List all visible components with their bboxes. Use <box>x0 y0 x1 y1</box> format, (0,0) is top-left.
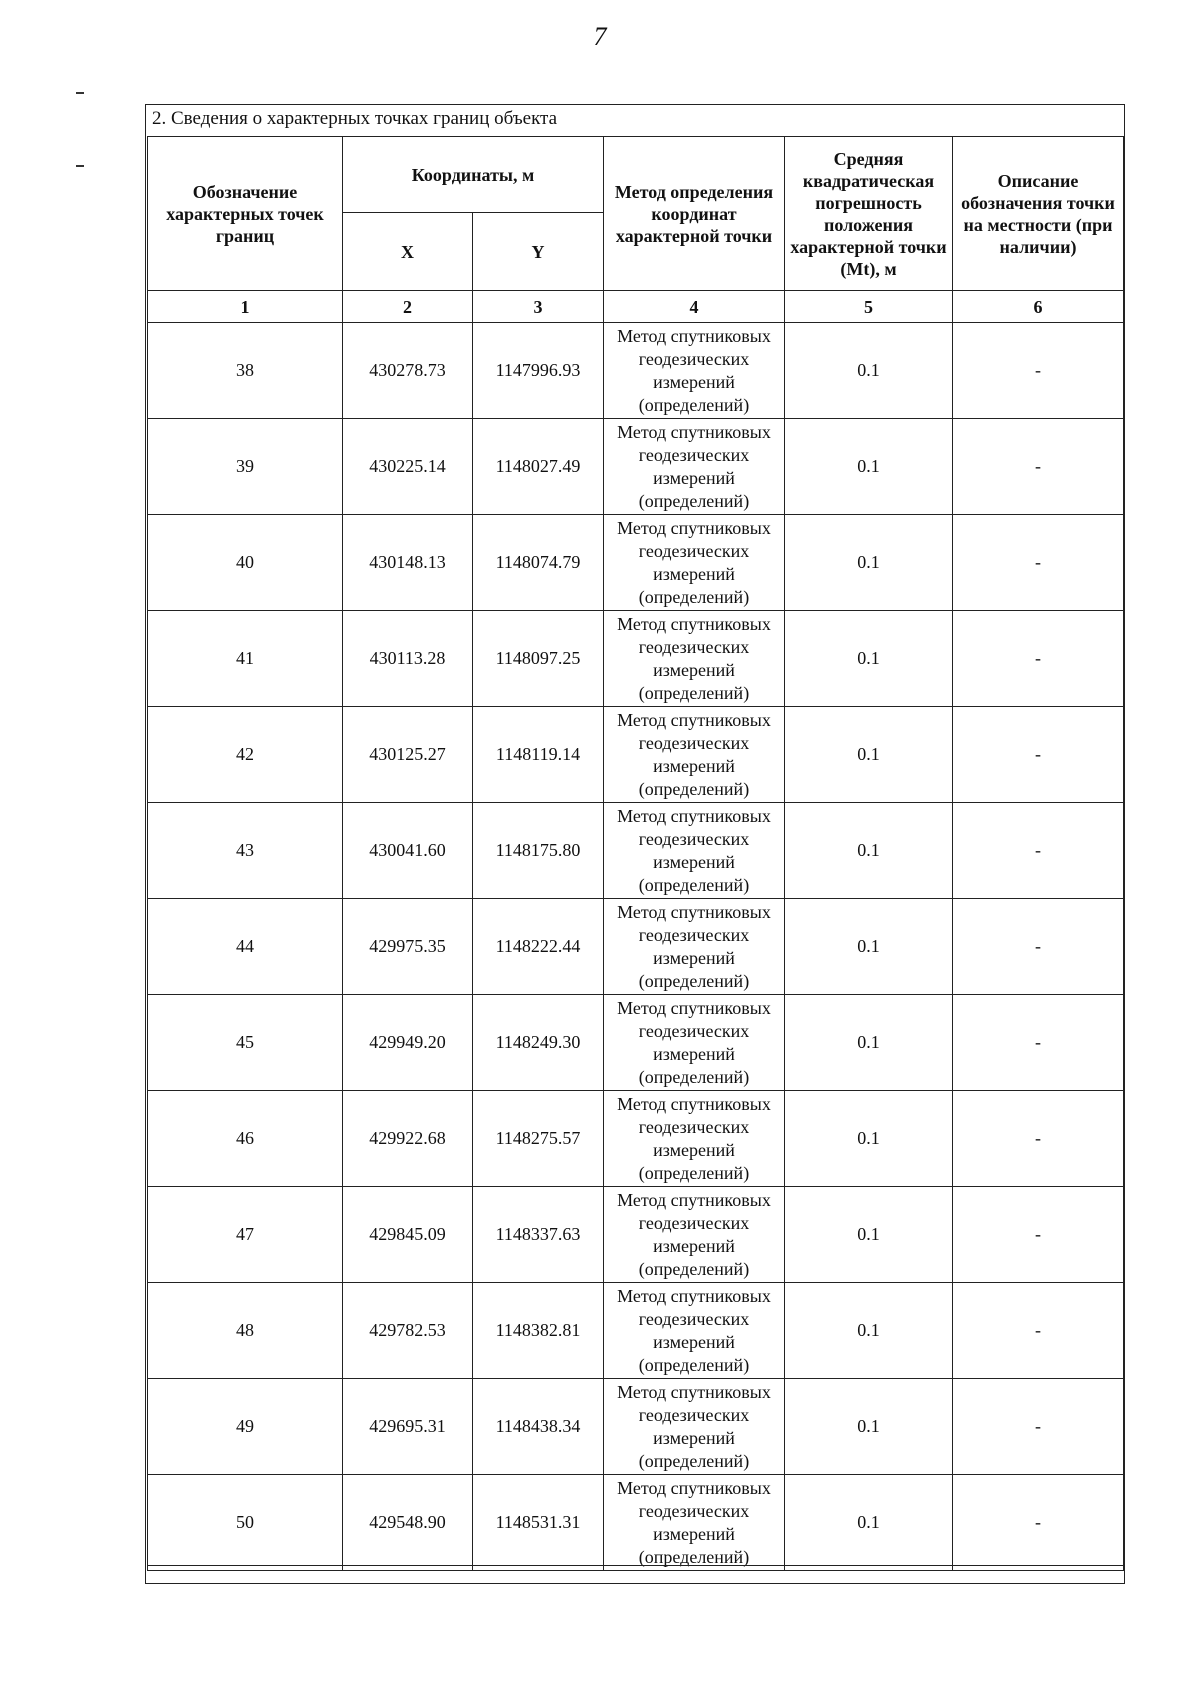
method-line: (определений) <box>638 394 750 415</box>
method-cell <box>604 611 785 707</box>
table-row <box>148 419 1124 515</box>
method-line: Метод спутниковых <box>617 1477 771 1498</box>
method-line: (определений) <box>638 1450 750 1471</box>
method-line: геодезических <box>638 348 750 369</box>
table-row <box>148 707 1124 803</box>
coord-x-cell: 429922.68 <box>343 1091 473 1187</box>
column-number: 4 <box>604 291 785 323</box>
header-error: Средняя квадратическая погрешность положения характерной точки (Mt), м <box>785 137 953 291</box>
mt-error-cell: 0.1 <box>785 707 953 803</box>
method-line: Метод спутниковых <box>617 901 771 922</box>
mt-error-cell: 0.1 <box>785 419 953 515</box>
coord-y-cell: 1148337.63 <box>473 1187 604 1283</box>
description-cell: - <box>953 1091 1124 1187</box>
method-line: (определений) <box>638 1354 750 1375</box>
method-line: геодезических <box>638 732 750 753</box>
header-method: Метод определения координат характерной точки <box>604 137 785 291</box>
method-line: измерений <box>653 947 735 968</box>
mt-error-cell: 0.1 <box>785 1475 953 1571</box>
method-line: (определений) <box>638 1066 750 1087</box>
point-id-cell: 42 <box>148 707 343 803</box>
method-line: Метод спутниковых <box>617 805 771 826</box>
method-cell <box>604 1475 785 1571</box>
coord-y-cell: 1148438.34 <box>473 1379 604 1475</box>
method-line: измерений <box>653 851 735 872</box>
coord-y-cell: 1148382.81 <box>473 1283 604 1379</box>
mt-error-cell: 0.1 <box>785 323 953 419</box>
method-line: измерений <box>653 659 735 680</box>
mt-error-cell: 0.1 <box>785 1091 953 1187</box>
method-line: Метод спутниковых <box>617 709 771 730</box>
method-line: геодезических <box>638 636 750 657</box>
table-footer-strip <box>147 1565 1123 1582</box>
table-body <box>148 323 1124 1571</box>
coord-x-cell: 429845.09 <box>343 1187 473 1283</box>
method-cell <box>604 899 785 995</box>
method-line: Метод спутниковых <box>617 613 771 634</box>
point-id-cell: 39 <box>148 419 343 515</box>
method-line: Метод спутниковых <box>617 1381 771 1402</box>
method-line: (определений) <box>638 970 750 991</box>
table-row <box>148 1379 1124 1475</box>
header-point-designation: Обозначение характерных точек границ <box>148 137 343 291</box>
method-line: измерений <box>653 1043 735 1064</box>
table-row <box>148 899 1124 995</box>
boundary-points-table <box>147 136 1124 1571</box>
coord-y-cell: 1148531.31 <box>473 1475 604 1571</box>
method-line: измерений <box>653 1331 735 1352</box>
page-number: 7 <box>593 22 607 51</box>
point-id-cell: 43 <box>148 803 343 899</box>
table-row <box>148 323 1124 419</box>
header-y: Y <box>473 213 604 291</box>
method-line: (определений) <box>638 1162 750 1183</box>
description-cell: - <box>953 1475 1124 1571</box>
method-line: геодезических <box>638 540 750 561</box>
method-line: геодезических <box>638 1212 750 1233</box>
method-line: Метод спутниковых <box>617 421 771 442</box>
mt-error-cell: 0.1 <box>785 1187 953 1283</box>
table-row <box>148 803 1124 899</box>
description-cell: - <box>953 1187 1124 1283</box>
coord-y-cell: 1148097.25 <box>473 611 604 707</box>
table-row <box>148 515 1124 611</box>
method-line: Метод спутниковых <box>617 517 771 538</box>
method-line: Метод спутниковых <box>617 325 771 346</box>
header-description: Описание обозначения точки на местности (при наличии) <box>953 137 1124 291</box>
point-id-cell: 41 <box>148 611 343 707</box>
coord-x-cell: 430113.28 <box>343 611 473 707</box>
coord-x-cell: 429548.90 <box>343 1475 473 1571</box>
description-cell: - <box>953 419 1124 515</box>
mt-error-cell: 0.1 <box>785 995 953 1091</box>
method-line: измерений <box>653 755 735 776</box>
method-cell <box>604 419 785 515</box>
method-line: Метод спутниковых <box>617 1093 771 1114</box>
method-line: геодезических <box>638 828 750 849</box>
coord-y-cell: 1148249.30 <box>473 995 604 1091</box>
table-row <box>148 1475 1124 1571</box>
method-line: геодезических <box>638 1308 750 1329</box>
method-line: геодезических <box>638 924 750 945</box>
mt-error-cell: 0.1 <box>785 1283 953 1379</box>
method-line: геодезических <box>638 444 750 465</box>
method-line: измерений <box>653 563 735 584</box>
point-id-cell: 45 <box>148 995 343 1091</box>
description-cell: - <box>953 611 1124 707</box>
point-id-cell: 40 <box>148 515 343 611</box>
point-id-cell: 47 <box>148 1187 343 1283</box>
column-number: 1 <box>148 291 343 323</box>
method-cell <box>604 707 785 803</box>
coord-x-cell: 429975.35 <box>343 899 473 995</box>
coord-y-cell: 1148275.57 <box>473 1091 604 1187</box>
column-number: 6 <box>953 291 1124 323</box>
description-cell: - <box>953 995 1124 1091</box>
method-line: геодезических <box>638 1116 750 1137</box>
point-id-cell: 48 <box>148 1283 343 1379</box>
method-line: Метод спутниковых <box>617 1285 771 1306</box>
table-row <box>148 1283 1124 1379</box>
coord-y-cell: 1148175.80 <box>473 803 604 899</box>
table-row <box>148 611 1124 707</box>
coord-x-cell: 430148.13 <box>343 515 473 611</box>
coord-y-cell: 1148119.14 <box>473 707 604 803</box>
method-line: геодезических <box>638 1020 750 1041</box>
mt-error-cell: 0.1 <box>785 899 953 995</box>
coord-x-cell: 430225.14 <box>343 419 473 515</box>
point-id-cell: 44 <box>148 899 343 995</box>
description-cell: - <box>953 707 1124 803</box>
description-cell: - <box>953 803 1124 899</box>
method-line: измерений <box>653 1427 735 1448</box>
column-number: 5 <box>785 291 953 323</box>
coord-x-cell: 430125.27 <box>343 707 473 803</box>
description-cell: - <box>953 1379 1124 1475</box>
header-coordinates: Координаты, м <box>343 137 604 213</box>
coord-x-cell: 429949.20 <box>343 995 473 1091</box>
method-line: (определений) <box>638 1258 750 1279</box>
section-title: 2. Сведения о характерных точках границ объекта <box>152 108 558 129</box>
method-cell <box>604 1379 785 1475</box>
point-id-cell: 46 <box>148 1091 343 1187</box>
mt-error-cell: 0.1 <box>785 515 953 611</box>
method-line: Метод спутниковых <box>617 997 771 1018</box>
table-row <box>148 995 1124 1091</box>
method-line: измерений <box>653 371 735 392</box>
coord-x-cell: 430041.60 <box>343 803 473 899</box>
method-line: (определений) <box>638 586 750 607</box>
method-line: геодезических <box>638 1404 750 1425</box>
header-x: X <box>343 213 473 291</box>
method-cell <box>604 1187 785 1283</box>
description-cell: - <box>953 899 1124 995</box>
method-cell <box>604 995 785 1091</box>
margin-mark <box>76 92 84 94</box>
coord-x-cell: 430278.73 <box>343 323 473 419</box>
mt-error-cell: 0.1 <box>785 611 953 707</box>
method-cell <box>604 323 785 419</box>
method-cell <box>604 1283 785 1379</box>
description-cell: - <box>953 323 1124 419</box>
method-line: (определений) <box>638 874 750 895</box>
point-id-cell: 38 <box>148 323 343 419</box>
column-number: 2 <box>343 291 473 323</box>
mt-error-cell: 0.1 <box>785 803 953 899</box>
description-cell: - <box>953 1283 1124 1379</box>
point-id-cell: 49 <box>148 1379 343 1475</box>
coord-x-cell: 429782.53 <box>343 1283 473 1379</box>
point-id-cell: 50 <box>148 1475 343 1571</box>
table-row <box>148 1187 1124 1283</box>
method-cell <box>604 803 785 899</box>
method-line: измерений <box>653 467 735 488</box>
method-line: измерений <box>653 1139 735 1160</box>
method-line: (определений) <box>638 778 750 799</box>
method-line: (определений) <box>638 682 750 703</box>
method-line: измерений <box>653 1235 735 1256</box>
mt-error-cell: 0.1 <box>785 1379 953 1475</box>
method-line: Метод спутниковых <box>617 1189 771 1210</box>
method-line: (определений) <box>638 490 750 511</box>
coord-y-cell: 1147996.93 <box>473 323 604 419</box>
table-row <box>148 1091 1124 1187</box>
coord-y-cell: 1148074.79 <box>473 515 604 611</box>
column-number: 3 <box>473 291 604 323</box>
coord-y-cell: 1148027.49 <box>473 419 604 515</box>
coord-y-cell: 1148222.44 <box>473 899 604 995</box>
method-line: геодезических <box>638 1500 750 1521</box>
method-line: (определений) <box>638 1546 750 1567</box>
method-line: измерений <box>653 1523 735 1544</box>
method-cell <box>604 515 785 611</box>
method-cell <box>604 1091 785 1187</box>
coord-x-cell: 429695.31 <box>343 1379 473 1475</box>
margin-mark <box>76 165 84 167</box>
description-cell: - <box>953 515 1124 611</box>
